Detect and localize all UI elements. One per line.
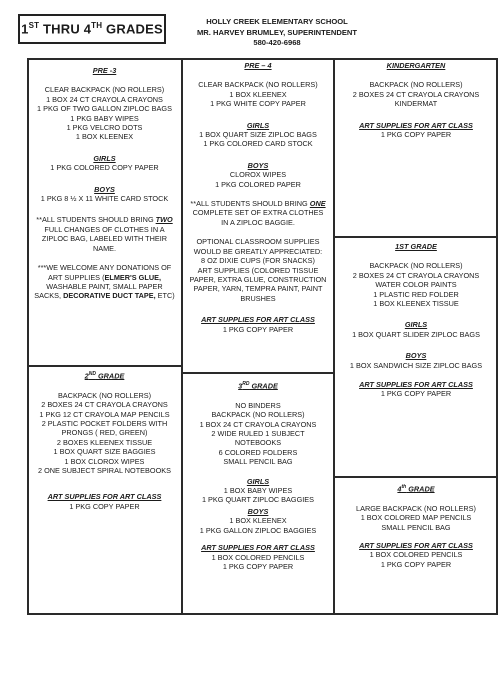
list-item: 1 BOX KLEENEX TISSUE [373,299,459,309]
grade-range-title-text: 1ST THRU 4TH GRADES [21,21,163,37]
grid-bottom-border [27,613,498,615]
list-item: 2 PLASTIC POCKET FOLDERS WITH [41,419,168,429]
donations-note: ***WE WELCOME ANY DONATIONS OF ART SUPPLIES (ELMER'S GLUE, WASHABLE PAINT, SMALL PAPER SACKS, DECORATIVE DUCT TAPE, ETC) [34,263,175,301]
list-item: 1 BOX 24 CT CRAYOLA CRAYONS [199,419,317,429]
school-name: HOLLY CREEK ELEMENTARY SCHOOL [206,17,348,26]
pre4-heading: PRE – 4 [244,61,272,70]
pre3-heading: PRE -3 [92,66,117,75]
list-item: 2 BOXES 24 CT CRAYOLA CRAYONS [41,400,168,410]
list-item: 1 BOX QUART SIZE ZIPLOC BAGS [199,130,317,140]
first-grade-heading: 1ST GRADE [395,242,437,251]
list-item: 1 BOX 24 CT CRAYOLA CRAYONS [46,94,163,104]
list-item: 1 PKG 8 ½ X 11 WHITE CARD STOCK [40,194,169,204]
clothes-note: **ALL STUDENTS SHOULD BRING TWO FULL CHANGES OF CLOTHES IN A ZIPLOC BAG, LABELED WITH THEIR NAME. [36,215,173,253]
second-grade-heading: 2ND GRADE [84,371,125,381]
girls-subheading: GIRLS [404,320,428,330]
grade-range-title [18,14,166,44]
list-item: 1 PKG BABY WIPES [70,113,139,123]
list-item: BACKPACK (NO ROLLERS) [369,80,463,90]
superintendent-name: MR. HARVEY BRUMLEY, SUPERINTENDENT [196,27,358,37]
list-item: 1 BOX BABY WIPES [223,486,293,496]
list-item: 2 BOXES 24 CT CRAYOLA CRAYONS [352,270,480,280]
third-grade-heading: 3RD GRADE [238,381,278,391]
list-item: 2 WIDE RULED 1 SUBJECT [211,429,305,439]
list-item: 1 BOX COLORED MAP PENCILS [360,513,472,523]
girls-subheading: GIRLS [93,153,116,163]
art-supplies-subheading: ART SUPPLIES FOR ART CLASS [201,543,315,553]
list-item: 1 BOX COLORED PENCILS [211,552,305,562]
list-item: 1 PKG 12 CT CRAYOLA MAP PENCILS [39,409,170,419]
school-header [172,17,382,49]
second-grade-section [27,370,182,511]
art-supplies-subheading: ART SUPPLIES FOR ART CLASS [359,541,473,551]
list-item: 2 BOXES KLEENEX TISSUE [56,437,153,447]
list-item: 1 PKG QUART ZIPLOC BAGGIES [201,495,315,505]
list-item: 1 PKG COLORED PAPER [215,179,301,189]
list-item: 1 BOX QUART SIZE BAGGIES [53,447,156,457]
list-item: 2 BOXES 24 CT CRAYOLA CRAYONS [352,89,480,99]
fourth-grade-section [334,483,498,569]
grid-top-border [27,58,498,60]
boys-subheading: BOYS [94,184,115,194]
first-grade-section [334,242,498,399]
boys-subheading: BOYS [405,351,427,361]
list-item: 1 PKG COLORED CARD STOCK [203,139,313,149]
list-item: 1 PKG COPY PAPER [222,561,294,571]
boys-subheading: BOYS [247,160,269,170]
list-item: LARGE BACKPACK (NO ROLLERS) [356,503,476,513]
list-item: 1 BOX CLOROX WIPES [64,456,145,466]
list-item: BACKPACK (NO ROLLERS) [57,390,152,400]
list-item: 1 BOX KLEENEX [229,516,287,526]
art-supplies-subheading: ART SUPPLIES FOR ART CLASS [359,120,473,130]
girls-subheading: GIRLS [246,476,270,486]
list-item: CLEAR BACKPACK (NO ROLLERS) [44,85,165,95]
list-item: BACKPACK (NO ROLLERS) [369,261,463,271]
list-item: SMALL PENCIL BAG [223,457,293,467]
girls-subheading: GIRLS [246,120,270,130]
boys-subheading: BOYS [247,506,269,516]
list-item: 1 BOX COLORED PENCILS [369,550,463,560]
list-item: PRONGS ( RED, GREEN) [61,428,148,438]
list-item: WATER COLOR PAINTS [375,280,457,290]
list-item: BACKPACK (NO ROLLERS) [211,410,305,420]
third-grade-section [182,380,334,571]
kindergarten-section [334,61,498,139]
list-item: 1 PLASTIC RED FOLDER [373,289,459,299]
list-item: 1 PKG COLORED COPY PAPER [50,163,159,173]
pre3-section [27,66,182,301]
extra-clothes-note: **ALL STUDENTS SHOULD BRING ONE COMPLETE SET OF EXTRA CLOTHES IN A ZIPLOC BAGGIE. [190,199,326,227]
kindergarten-heading: KINDERGARTEN [386,61,446,70]
list-item: 1 PKG COPY PAPER [380,130,452,140]
grid-row-divider-right-1 [333,236,498,238]
list-item: 1 PKG COPY PAPER [222,324,294,334]
list-item: NO BINDERS [235,400,281,410]
list-item: CLOROX WIPES [229,170,287,180]
list-item: 1 PKG COPY PAPER [380,559,452,569]
list-item: 1 BOX KLEENEX [75,132,134,142]
pre4-section [182,61,334,334]
list-item: NOTEBOOKS [234,438,282,448]
list-item: SMALL PENCIL BAG [381,522,451,532]
list-item: 2 ONE SUBJECT SPIRAL NOTEBOOKS [37,466,171,476]
list-item: 1 PKG COPY PAPER [69,501,140,511]
school-phone: 580-420-6968 [253,38,301,48]
grid-row-divider-right-2 [333,476,498,478]
optional-supplies-note: OPTIONAL CLASSROOM SUPPLIES WOULD BE GREATLY APPRECIATED: 8 OZ DIXIE CUPS (FOR SNACKS) ART SUPPLIES (COLORED TISSUE PAPER, EXTRA GLUE, CONSTRUCTION PAPER, YARN, TEMPRA PAINT, PAINT BRUSHES [189,237,327,303]
art-supplies-subheading: ART SUPPLIES FOR ART CLASS [47,492,162,502]
list-item: CLEAR BACKPACK (NO ROLLERS) [198,80,318,90]
list-item: 1 PKG COPY PAPER [380,389,452,399]
grid-row-divider-middle [181,372,334,374]
list-item: 1 PKG GALLON ZIPLOC BAGGIES [199,525,317,535]
art-supplies-subheading: ART SUPPLIES FOR ART CLASS [359,380,473,390]
fourth-grade-heading: 4th GRADE [397,484,435,494]
list-item: KINDERMAT [394,99,438,109]
list-item: 1 BOX QUART SLIDER ZIPLOC BAGS [352,329,480,339]
list-item: 1 BOX KLEENEX [229,89,287,99]
list-item: 1 PKG WHITE COPY PAPER [210,99,306,109]
list-item: 1 PKG VELCRO DOTS [66,123,143,133]
list-item: 1 PKG OF TWO GALLON ZIPLOC BAGS [37,104,172,114]
art-supplies-subheading: ART SUPPLIES FOR ART CLASS [201,315,315,325]
grid-row-divider-left [27,365,182,367]
list-item: 1 BOX SANDWICH SIZE ZIPLOC BAGS [349,360,483,370]
list-item: 6 COLORED FOLDERS [218,447,298,457]
